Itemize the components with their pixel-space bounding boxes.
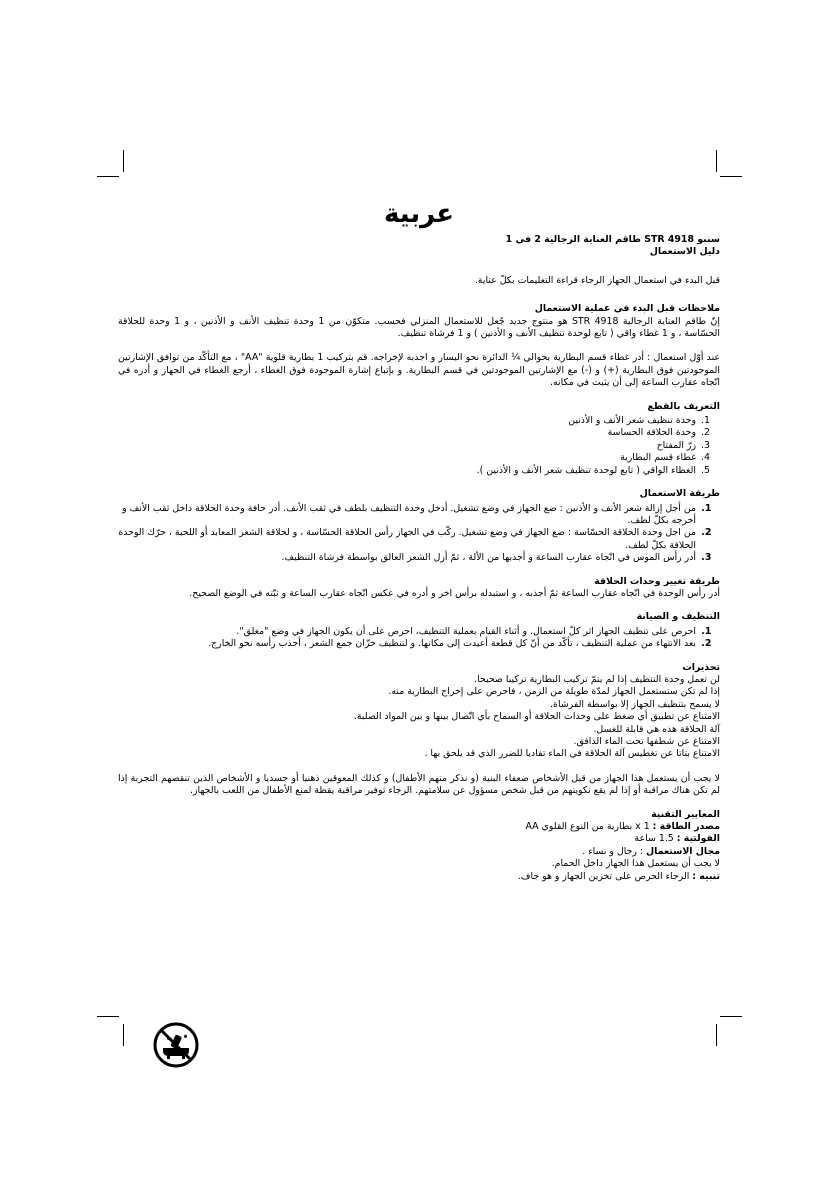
spec-note-label: تنبيه : [692, 870, 720, 882]
spec-note-value: الرجاء الحرص على تخزين الجهاز و هو جاف. [517, 870, 693, 882]
spec-bathroom: لا يجب أن يستعمل هذا الجهاز داخل الحمام. [551, 858, 720, 870]
cleaning-heading: التنظيف و الصيانة [636, 611, 720, 623]
manual-label: دليل الاستعمال [649, 246, 720, 258]
children-warning: لا يجب أن يستعمل هذا الجهاز من قبل الأشخاص ضعفاء البنية (و نذكر منهم الأطفال) و كذلك المعوقين ذهنيا أو جسديا و الأشخاص الذين تنقصهم التجربة إذا لم تكن هناك مراقبة أو إذا لم يقع تكوينهم من قبل شخص مسؤول عن سلامتهم. الرجاء توفير مراقبة يقظة لمنع الأطفال من اللعب بالجهاز. [118, 772, 720, 797]
list-item: 4. غطاء قسم البطارية [118, 452, 698, 464]
crop-mark [720, 1016, 742, 1017]
parts-list [118, 415, 720, 477]
spec-note [118, 871, 720, 883]
manual-document [118, 198, 720, 883]
spec-power [118, 821, 720, 833]
list-item: 2. وحدة الحلاقة الحساسة [118, 427, 698, 439]
page-title: عربية [383, 199, 455, 229]
crop-mark [123, 1024, 124, 1046]
notes-section [118, 303, 720, 389]
warning-line: الامتناع عن شطفها تحت الماء الدافق. [573, 736, 720, 747]
warnings-heading: تحذيرات [682, 661, 720, 673]
warning-line: لا يسمح بتنظيف الجهاز إلا بواسطة الفرشاة. [550, 698, 720, 710]
crop-mark [716, 1024, 717, 1046]
spec-power-label: مصدر الطاقة : [652, 821, 720, 833]
list-item: 3. زرّ المفتاح [118, 440, 698, 452]
crop-mark [720, 176, 742, 177]
warning-line: لن تعمل وحدة التنظيف إذا لم يتمّ تركيب البطارية تركيبا صحيحا. [474, 673, 720, 685]
change-units-section [118, 576, 720, 601]
spec-voltage-label: الفولتية : [676, 833, 720, 845]
parts-heading: التعريف بالقطع [647, 400, 720, 412]
list-item: 5. الغطاء الواقي ( تابع لوحدة تنظيف شعر الأنف و الأذنين ). [118, 465, 698, 477]
spec-use-label: مجال الاستعمال [646, 845, 720, 857]
spec-power-value: 1 x بطارية من النوع القلوي AA [525, 821, 653, 833]
warning-line: الامتناع بتاتا عن تغطيس آلة الحلاقة في الماء تفاديا للضرر الذي قد يلحق بها . [424, 748, 720, 760]
list-item: 1. من أجل إزالة شعر الأنف و الأذنين : ضع الجهاز في وضع تشغيل. أدخل وحدة التنظيف بلطف في ثقب الأنف. أدر حافة وحدة الحلاقة داخل ثقب الأنف و أخرجه بكلّ لطف. [118, 503, 698, 528]
usage-list [118, 503, 720, 565]
list-item: 1. احرص على تنظيف الجهاز اثر كلّ استعمال. و أثناء القيام بعملية التنظيف، احرص على أن يكون الجهاز في وضع "مغلق". [118, 626, 698, 638]
list-item: 3. أدر رأس الموس في اتّجاه عقارب الساعة و أجذبها من الألة ، ثمّ أزل الشعر العالق بواسطة فرشاة التنظيف. [118, 552, 698, 564]
crop-mark [97, 176, 119, 177]
change-units-text: أدر رأس الوحدة في اتّجاه عقارب الساعة ثمّ أجذبه ، و استبدله برأس اخر و أدره في عكس اتّجاه عقارب الساعة و ثبّته في الوضع الصحيح. [189, 587, 720, 599]
usage-section [118, 488, 720, 564]
intro-text: قبل البدء في استعمال الجهاز الرجاء قراءة التعليمات بكلّ عناية. [474, 274, 720, 286]
cleaning-list [118, 626, 720, 651]
specs-section [118, 809, 720, 883]
crop-mark [123, 150, 124, 172]
specs-heading: المعايير التقنية [651, 808, 720, 820]
list-item: 1. وحدة تنظيف شعر الأنف و الأذنين [118, 415, 698, 427]
list-item: 2. بعد الانتهاء من عملية التنظيف ، تأكّد من أنّ كل قطعة أعيدت إلى مكانها. و لتنظيف خزّان جمع الشعر ، أجذب رأسه نحو الخارج. [118, 638, 698, 650]
parts-section [118, 401, 720, 477]
notes-heading: ملاحظات قبل البدء في عملية الاستعمال [534, 303, 720, 315]
spec-voltage-value: 1.5 ساعة [634, 833, 677, 845]
spec-use [118, 846, 720, 858]
warning-line: إذا لم تكن ستستعمل الجهاز لمدّة طويلة من الزمن ، فاحرص على إخراج البطارية منه. [388, 686, 720, 698]
warning-line: آلة الحلاقة هذه هي قابلة للغسل. [593, 723, 720, 735]
list-item: 2. من اجل وحدة الحلاقة الحسّاسة : ضع الجهاز في وضع تشغيل. ركّب في الجهاز رأس الحلاقة الحسّاسة ، و لحلاقة الشعر المعابد أو اللحية ، حرّك الوحدة الحلاقة بكلّ لطف. [118, 527, 698, 552]
warning-line: الامتناع عن تطبيق أي ضغط على وحدات الحلاقة أو السماح بأي اتّصال بينها و بين المواد الصلبة. [353, 711, 720, 723]
notes-paragraph: إنّ طاقم العناية الرجالية STR 4918 هو منتوج جديد جُعل للاستعمال المنزلي فحسب. متكوّن من 1 وحدة تنظيف الأنف و الأذنين ، و 1 وحدة للحلاقة الحسّاسة ، و 1 غطاء واقي ( تابع لوحدة تنظيف الأنف و الأذنين ) و 1 فرشاة تنظيف. [118, 315, 720, 340]
crop-mark [716, 150, 717, 172]
product-line: سنبو STR 4918 طاقم العناية الرجالية 2 في 1 [505, 234, 720, 245]
no-bath-icon [152, 1021, 200, 1069]
notes-paragraph: عند أوّل استعمال : أدر غطاء قسم البطارية بحوالي ¼ الدائرة نحو اليسار و اجذبه لإخراجه. قم بتركيب 1 بطارية قلوية "AA" ، مع التأكّد من توافق الإشارتين الموجودتين فوق البطارية (+) و (-) مع الإشارتين الموجودتين في قسم البطارية. و بإتباع إشارة الموجودة فوق الغطاء ، أرجع الغطاء في الجهاز و أدره في اتّجاه عقارب الساعة إلى أن يثبت في مكانه. [118, 352, 721, 389]
warnings-section [118, 662, 720, 798]
usage-heading: طريقة الاستعمال [639, 488, 720, 500]
crop-mark [97, 1016, 119, 1017]
spec-voltage [118, 833, 720, 845]
change-units-heading: طريقة تغيير وحدات الحلاقة [594, 575, 720, 587]
cleaning-section [118, 611, 720, 650]
spec-use-value: : رجال و نساء . [582, 845, 647, 857]
